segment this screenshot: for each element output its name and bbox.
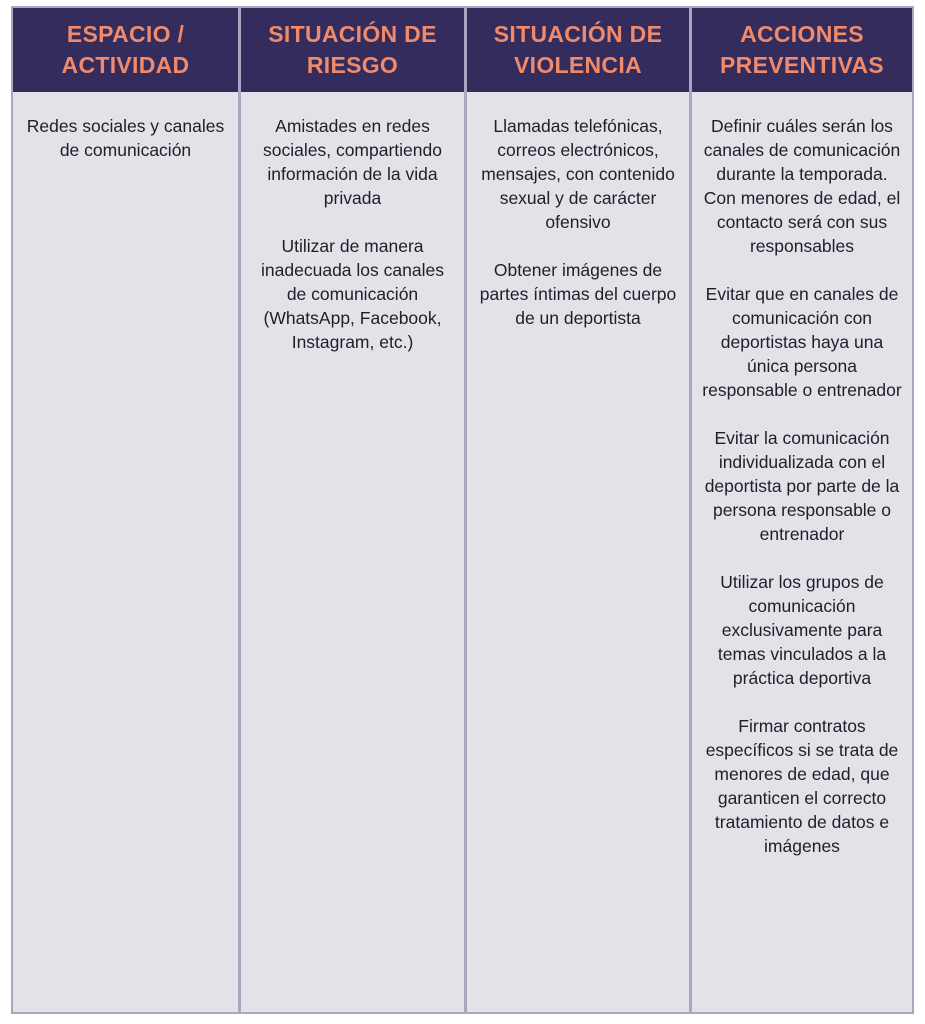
header-line: RIESGO: [306, 52, 399, 78]
header-line: ESPACIO /: [66, 21, 185, 47]
cell-paragraph: Llamadas telefónicas, correos electrónicos, mensajes, con contenido sexual y de carácter ofensivo: [481, 116, 675, 232]
header-espacio-actividad: [13, 8, 238, 92]
header-line: ACTIVIDAD: [61, 52, 190, 78]
header-line: SITUACIÓN DE: [268, 21, 437, 47]
cell-acciones-preventivas: [692, 114, 912, 858]
header-situacion-violencia: [467, 8, 689, 92]
header-line: SITUACIÓN DE: [493, 21, 663, 47]
cell-paragraph: Utilizar de manera inadecuada los canales de comunicación (WhatsApp, Facebook, Instagram, etc.): [261, 236, 444, 352]
cell-paragraph: Definir cuáles serán los canales de comunicación durante la temporada. Con menores de edad, el contacto será con sus responsables: [703, 116, 901, 256]
cell-paragraph: Utilizar los grupos de comunicación exclusivamente para temas vinculados a la práctica deportiva: [717, 572, 887, 688]
cell-situacion-riesgo: [241, 114, 464, 354]
header-line: PREVENTIVAS: [720, 52, 884, 78]
prevention-table: [11, 6, 914, 1014]
cell-paragraph: Firmar contratos específicos si se trata de menores de edad, que garanticen el correcto tratamiento de datos e imágenes: [705, 716, 899, 856]
header-line: VIOLENCIA: [514, 52, 642, 78]
header-situacion-riesgo: [241, 8, 464, 92]
header-acciones-preventivas: [692, 8, 912, 92]
cell-paragraph: Evitar que en canales de comunicación con deportistas haya una única persona responsable o entrenador: [702, 284, 902, 400]
cell-situacion-violencia: [467, 114, 689, 330]
cell-paragraph: Evitar la comunicación individualizada con el deportista por parte de la persona responsable o entrenador: [704, 428, 900, 544]
cell-espacio-actividad: [13, 114, 238, 162]
cell-paragraph: Obtener imágenes de partes íntimas del cuerpo de un deportista: [479, 260, 677, 328]
cell-paragraph: Redes sociales y canales de comunicación: [26, 116, 225, 160]
cell-paragraph: Amistades en redes sociales, compartiendo información de la vida privada: [263, 116, 442, 208]
header-line: ACCIONES: [740, 21, 864, 47]
